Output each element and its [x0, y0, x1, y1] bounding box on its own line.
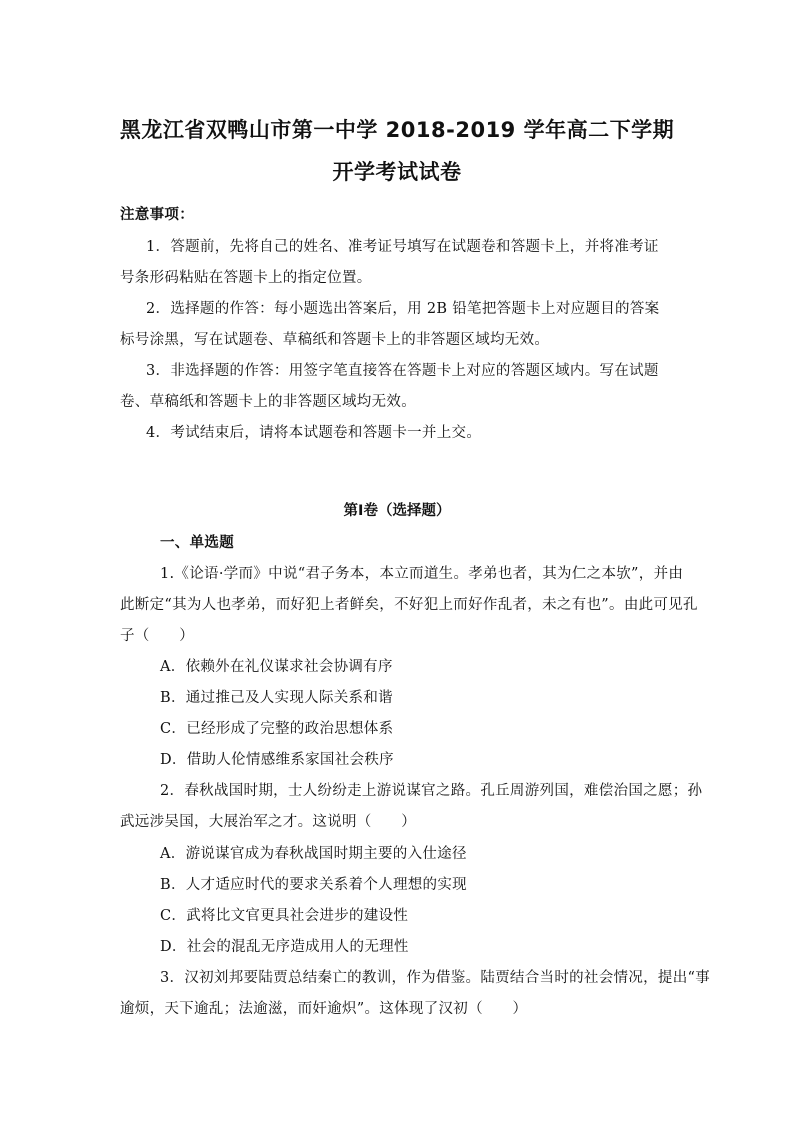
q3-line1: 3．汉初刘邦要陆贾总结秦亡的教训，作为借鉴。陆贾结合当时的社会情况，提出“事	[160, 970, 711, 986]
q2-option-b: B．人才适应时代的要求关系着个人理想的实现	[160, 877, 467, 893]
exam-title-line1: 黑龙江省双鸭山市第一中学 2018-2019 学年高二下学期	[119, 118, 675, 142]
q1-option-a: A．依赖外在礼仪谋求社会协调有序	[160, 659, 393, 675]
q2-option-d: D．社会的混乱无序造成用人的无理性	[160, 939, 409, 955]
note-1-line2: 号条形码粘贴在答题卡上的指定位置。	[120, 270, 372, 286]
note-1-line1: 1．答题前，先将自己的姓名、准考证号填写在试题卷和答题卡上，并将准考证	[146, 239, 659, 255]
q1-option-d: D．借助人伦情感维系家国社会秩序	[160, 752, 394, 768]
q2-option-c: C．武将比文官更具社会进步的建设性	[160, 908, 409, 924]
section-title: 第Ⅰ卷（选择题）	[343, 503, 451, 519]
q2-line1: 2．春秋战国时期，士人纷纷走上游说谋官之路。孔丘周游列国，难偿治国之愿；孙	[160, 783, 703, 799]
part-heading: 一、单选题	[160, 535, 234, 551]
q1-line1: 1.《论语·学而》中说“君子务本，本立而道生。孝弟也者，其为仁之本欤”，并由	[160, 566, 684, 582]
note-2-line1: 2．选择题的作答：每小题选出答案后，用 2B 铅笔把答题卡上对应题目的答案	[146, 301, 660, 317]
notes-heading: 注意事项：	[120, 207, 194, 223]
q2-option-a: A．游说谋官成为春秋战国时期主要的入仕途径	[160, 846, 467, 862]
note-2-line2: 标号涂黑，写在试题卷、草稿纸和答题卡上的非答题区域均无效。	[120, 332, 550, 348]
note-4-line1: 4．考试结束后，请将本试题卷和答题卡一并上交。	[146, 425, 482, 441]
q1-line3: 子（ ）	[120, 628, 194, 644]
q2-line2: 武远涉吴国，大展治军之才。这说明（ ）	[120, 814, 416, 830]
note-3-line1: 3．非选择题的作答：用签字笔直接答在答题卡上对应的答题区域内。写在试题	[146, 363, 659, 379]
q1-option-c: C．已经形成了完整的政治思想体系	[160, 721, 394, 737]
q1-option-b: B．通过推己及人实现人际关系和谐	[160, 690, 393, 706]
q1-line2: 此断定“其为人也孝弟，而好犯上者鲜矣，不好犯上而好作乱者，未之有也”。由此可见孔	[120, 597, 698, 613]
q3-line2: 逾烦，天下逾乱；法逾滋，而奸逾炽”。这体现了汉初（ ）	[120, 1001, 528, 1017]
note-3-line2: 卷、草稿纸和答题卡上的非答题区域均无效。	[120, 394, 416, 410]
exam-title-line2: 开学考试试卷	[332, 160, 462, 184]
